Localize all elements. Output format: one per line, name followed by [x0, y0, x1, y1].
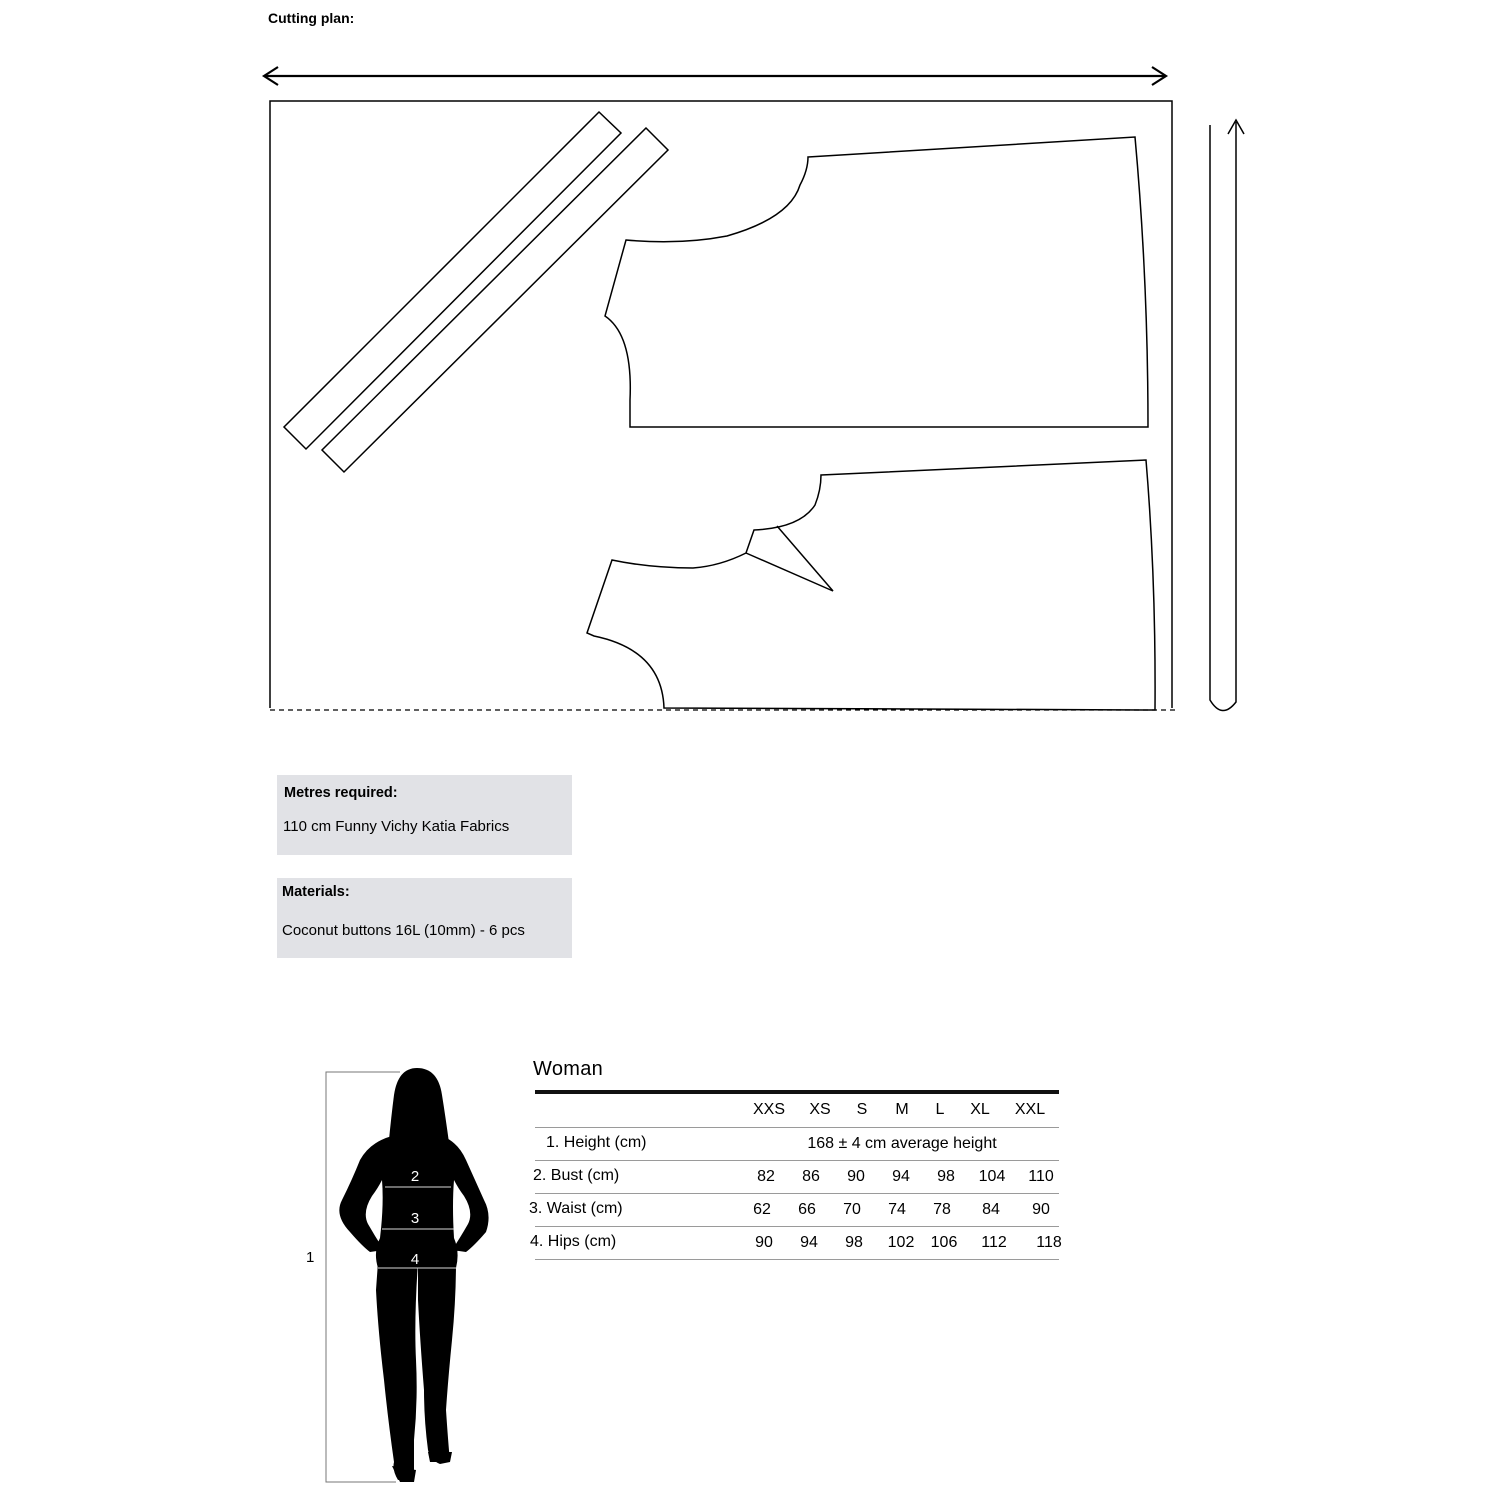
height-marker-label: 1: [306, 1249, 315, 1266]
bias-strip-1: [284, 112, 621, 449]
materials-text: Coconut buttons 16L (10mm) - 6 pcs: [282, 922, 525, 939]
table-cell: 74: [888, 1201, 906, 1218]
metres-required-title: Metres required:: [284, 785, 398, 801]
size-table-title: Woman: [533, 1058, 604, 1080]
table-cell: 112: [981, 1234, 1007, 1251]
row-label-waist: 3. Waist (cm): [529, 1200, 623, 1217]
dart: [746, 526, 833, 591]
size-header-xxl: XXL: [1014, 1101, 1046, 1118]
table-cell: 90: [847, 1168, 865, 1185]
fabric-outline: [270, 101, 1175, 710]
table-cell: 118: [1036, 1234, 1062, 1251]
table-cell: 86: [802, 1168, 820, 1185]
table-cell: 84: [982, 1201, 1000, 1218]
pattern-piece-back: [605, 137, 1148, 427]
table-cell: 62: [753, 1201, 771, 1218]
table-cell: 70: [843, 1201, 861, 1218]
fabric-width-arrow: [264, 67, 1166, 85]
bias-strip-2: [322, 128, 668, 472]
row-label-bust: 2. Bust (cm): [533, 1167, 620, 1184]
size-header-s: S: [856, 1101, 868, 1118]
table-cell: 94: [800, 1234, 818, 1251]
materials-box: [277, 878, 572, 958]
height-note: 168 ± 4 cm average height: [807, 1135, 997, 1152]
metres-required-box: [277, 775, 572, 855]
silhouette: [339, 1068, 488, 1482]
table-rule: [535, 1259, 1059, 1260]
table-cell: 90: [755, 1234, 773, 1251]
size-header-xs: XS: [809, 1101, 831, 1118]
hips-marker: 4: [410, 1251, 420, 1268]
measurement-markers: [411, 1168, 419, 1268]
materials-title: Materials:: [282, 884, 350, 900]
row-label-height: 1. Height (cm): [546, 1134, 647, 1151]
table-cell: 110: [1028, 1168, 1054, 1185]
table-cell: 82: [757, 1168, 775, 1185]
size-header-xl: XL: [970, 1101, 990, 1118]
size-table: [525, 1058, 1070, 1268]
table-cell: 98: [845, 1234, 863, 1251]
table-cell: 104: [978, 1168, 1006, 1185]
table-cell: 106: [930, 1234, 958, 1251]
table-cell: 102: [887, 1234, 915, 1251]
woman-silhouette-figure: [290, 1060, 520, 1500]
metres-required-text: 110 cm Funny Vichy Katia Fabrics: [283, 818, 510, 835]
bust-marker: 2: [410, 1168, 420, 1185]
cutting-plan-title: Cutting plan:: [268, 10, 355, 26]
table-rule: [535, 1226, 1059, 1227]
table-cell: 94: [892, 1168, 910, 1185]
waist-marker: 3: [410, 1210, 420, 1227]
table-cell: 78: [933, 1201, 951, 1218]
pattern-piece-front: [587, 460, 1155, 710]
belt-strip: [1210, 122, 1236, 711]
table-cell: 66: [798, 1201, 816, 1218]
table-cell: 90: [1032, 1201, 1050, 1218]
size-header-l: L: [935, 1101, 945, 1118]
size-header-xxs: XXS: [752, 1101, 786, 1118]
size-header-m: M: [895, 1101, 909, 1118]
table-rule: [535, 1193, 1059, 1194]
table-rule: [535, 1127, 1059, 1128]
table-top-rule: [535, 1090, 1059, 1094]
table-cell: 98: [937, 1168, 955, 1185]
table-rule: [535, 1160, 1059, 1161]
row-label-hips: 4. Hips (cm): [530, 1233, 617, 1250]
